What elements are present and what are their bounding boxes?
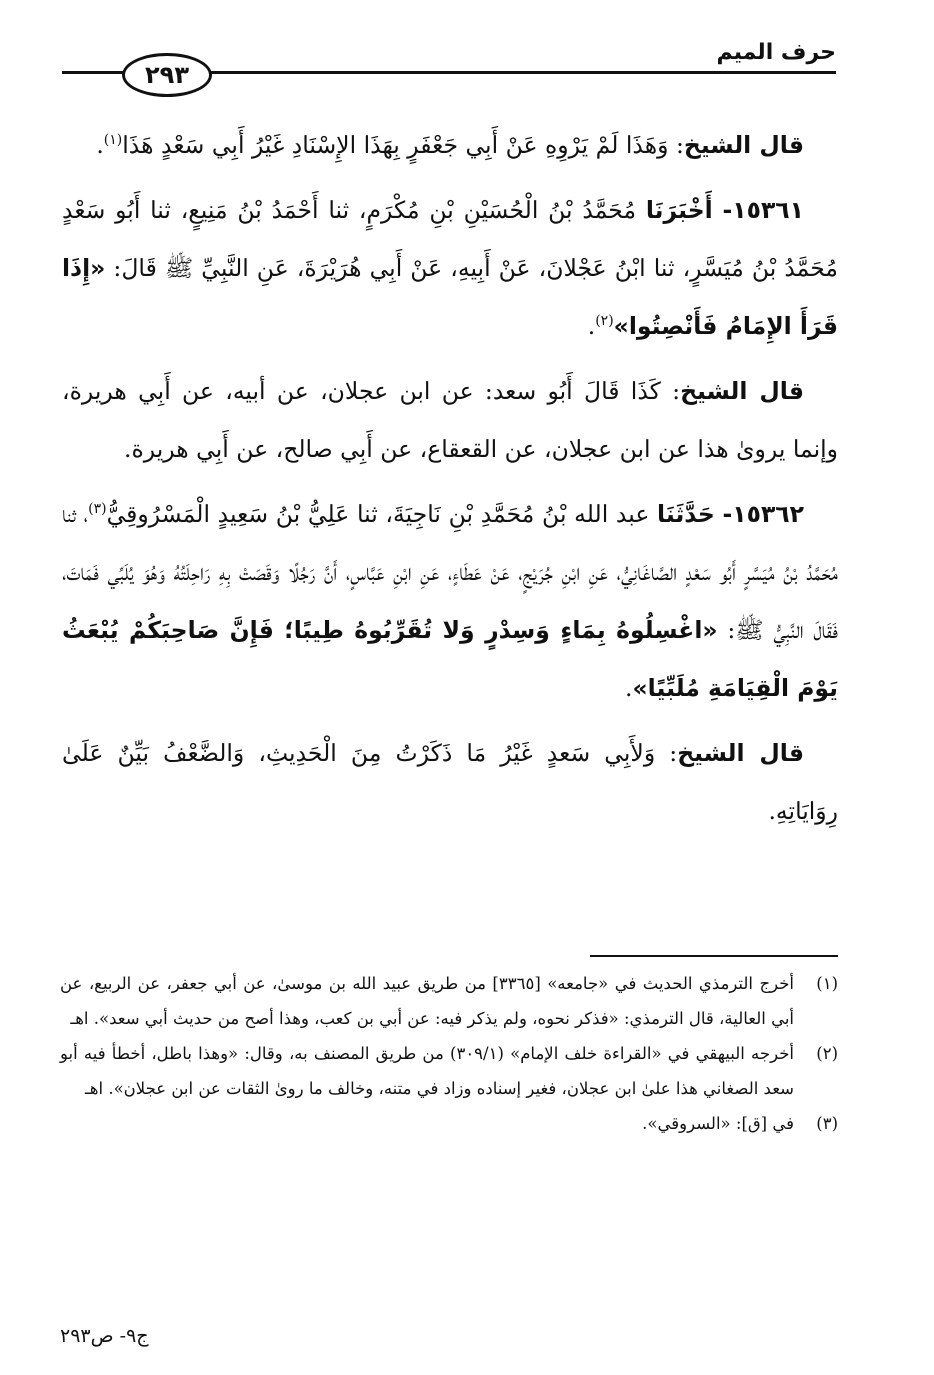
main-text [62, 116, 838, 847]
footnotes [60, 966, 838, 1141]
footnote-ref: (١) [103, 132, 123, 149]
footnote-number: (٣) [816, 1114, 838, 1133]
footnote-1 [60, 966, 838, 1036]
page-number: ٢٩٣ [145, 61, 189, 89]
footnote-2 [60, 1036, 838, 1106]
isnad-text-continued: ، ثنا مُحَمَّدُ بْنُ مُيَسَّرٍ أَبُو سَعْدٍ الصَّاغَانِيُّ، عَنِ ابْنِ جُرَيْجٍ، عَنْ عَطَاءٍ، عَنِ ابْنِ عَبَّاسٍ، أَنَّ رَجُلًا وَقَصَتْ بِهِ رَاحِلَتُهُ وَهُوَ يُلَبِّي فَمَاتَ، فَقَالَ النَّبِيُّ ﷺ: [62, 500, 838, 644]
volume-page-reference: ج٩- ص٢٩٣ [60, 1325, 149, 1347]
comment-text: : كَذَا قَالَ أَبُو سعد: عن ابن عجلان، عن أبيه، عن أَبِي هريرة، وإنما يروىٰ هذا عن ابن عجلان، عن القعقاع، عن أَبِي صالح، عن أَبِي هريرة. [62, 377, 838, 463]
page-number-oval [122, 53, 212, 97]
hadith-quote: «إِذَا قَرَأَ الإِمَامُ فَأَنْصِتُوا» [62, 254, 838, 340]
isnad-text: مُحَمَّدُ بْنُ الْحُسَيْنِ بْنِ مُكْرَمٍ، ثنا أَحْمَدُ بْنُ مَنِيعٍ، ثنا أَبُو سَعْدٍ مُحَمَّدُ بْنُ مُيَسَّرٍ، ثنا ابْنُ عَجْلانَ، عَنْ أَبِيهِ، عَنْ أَبِي هُرَيْرَةَ، عَنِ النَّبِيِّ ﷺ قَالَ: [62, 196, 838, 282]
footnote-ref: (٢) [595, 313, 614, 330]
sheikh-label: قال الشيخ [677, 739, 804, 767]
footnote-text: أخرجه البيهقي في «القراءة خلف الإمام» (٣٠٩/١) من طريق المصنف به، وقال: «وهذا باطل، أخطأ فيه أبو سعد الصغاني هذا علىٰ ابن عجلان، فغير إسناده وزاد في متنه، وخالف ما روىٰ الثقات عن ابن عجلان». اهـ [60, 1044, 794, 1098]
footnote-separator [590, 955, 838, 957]
isnad-text: عبد الله بْنُ مُحَمَّدِ بْنِ نَاجِيَةَ، ثنا عَلِيُّ بْنُ سَعِيدٍ الْمَسْرُوقِيُّ [106, 500, 650, 528]
hadith-number: ١٥٣٦٢- [722, 500, 804, 528]
sheikh-comment-3 [62, 724, 838, 840]
period: . [96, 131, 104, 159]
transmission-verb: حَدَّثَنَا [657, 500, 715, 528]
transmission-verb: أَخْبَرَنَا [645, 196, 713, 224]
chapter-title: حرف الميم [716, 40, 836, 65]
sheikh-label: قال الشيخ [683, 131, 804, 159]
comment-text: : وَلأَبِي سَعدٍ غَيْرُ مَا ذَكَرْتُ مِنَ الْحَدِيثِ، وَالضَّعْفُ بَيِّنٌ عَلَىٰ رِوَايَاتِهِ. [62, 739, 838, 825]
period: . [587, 312, 596, 340]
footnote-text: أخرج الترمذي الحديث في «جامعه» [٣٣٦٥] من طريق عبيد الله بن موسىٰ، عن أبي جعفر، عن الربيع، عن أبي العالية، قال الترمذي: «فذكر نحوه، ولم يذكر فيه: عن أبي بن كعب، وهذا أصح من حديث أبي سعد». اهـ [60, 974, 794, 1028]
footnote-3 [60, 1106, 838, 1141]
sheikh-comment-2 [62, 362, 838, 478]
hadith-15362 [62, 485, 838, 717]
comment-text: : وَهَذَا لَمْ يَرْوِهِ عَنْ أَبِي جَعْفَرٍ بِهَذَا الإِسْنَادِ غَيْرُ أَبِي سَعْدٍ هَذَا [122, 131, 684, 159]
sheikh-comment-1 [62, 116, 838, 174]
hadith-15361 [62, 181, 838, 355]
footnote-ref: (٣) [88, 501, 107, 518]
footnote-text: في [ق]: «السروقي». [642, 1114, 794, 1133]
hadith-quote: «اغْسِلُوهُ بِمَاءٍ وَسِدْرٍ وَلا تُقَرِّبُوهُ طِيبًا؛ فَإِنَّ صَاحِبَكُمْ يُبْعَثُ يَوْمَ الْقِيَامَةِ مُلَبِّيًا» [62, 616, 838, 702]
footnote-number: (١) [816, 974, 838, 993]
sheikh-label: قال الشيخ [680, 377, 804, 405]
period: . [625, 674, 633, 702]
hadith-number: ١٥٣٦١- [722, 196, 804, 224]
footnote-number: (٢) [816, 1044, 838, 1063]
